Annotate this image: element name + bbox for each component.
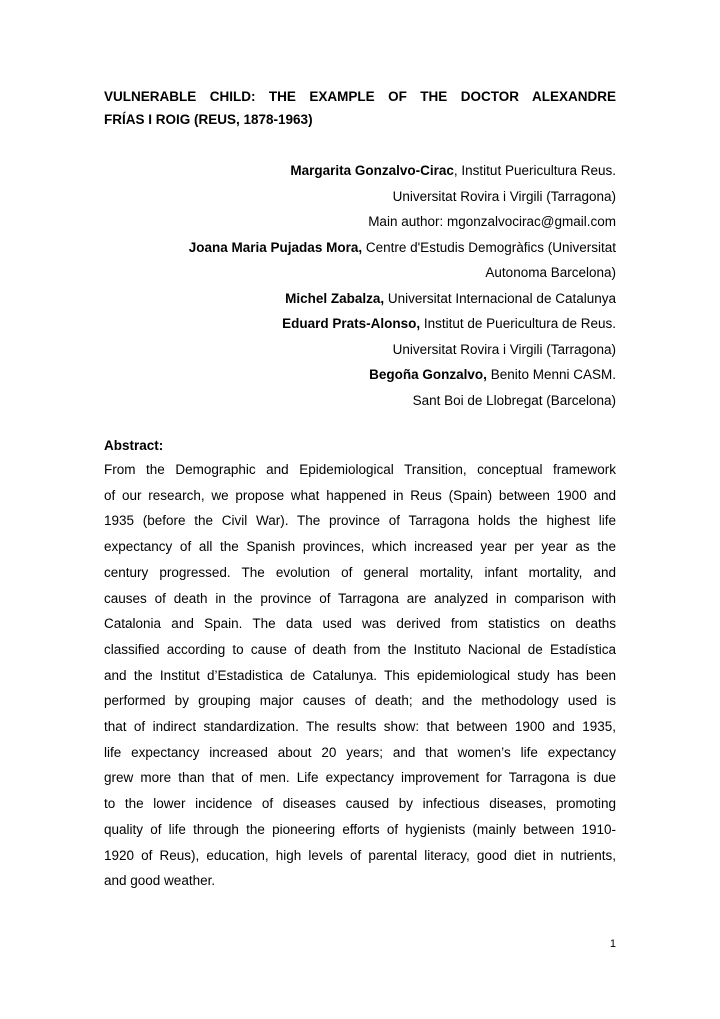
abstract-line: to the lower incidence of diseases caused by infectious diseases, promoting (104, 796, 616, 812)
abstract-heading: Abstract: (104, 438, 164, 453)
affiliation-line: Universitat Rovira i Virgili (Tarragona) (392, 188, 616, 204)
author-name: Michel Zabalza, (285, 290, 385, 306)
affiliation-line: Autonoma Barcelona) (485, 265, 616, 280)
abstract-line: 1920 of Reus), education, high levels of parental literacy, good diet in nutrients, (104, 847, 616, 863)
author-line (104, 311, 616, 337)
author-line (104, 362, 616, 388)
abstract-line: expectancy of all the Spanish provinces, which increased year per year as the (104, 539, 616, 555)
author-line (104, 286, 616, 312)
abstract-line: 1935 (before the Civil War). The province of Tarragona holds the highest life (104, 513, 616, 529)
title-line-2: FRÍAS I ROIG (REUS, 1878-1963) (104, 112, 313, 127)
abstract-line: From the Demographic and Epidemiological Transition, conceptual framework (104, 462, 616, 477)
author-affiliation: Benito Menni CASM. (486, 367, 616, 382)
author-name: Eduard Prats-Alonso, (282, 316, 421, 331)
abstract-line: performed by grouping major causes of death; and the methodology used is (104, 693, 616, 709)
abstract-line: classified according to cause of death from the Instituto Nacional de Estadística (104, 641, 616, 657)
abstract-line: and the Institut d’Estadistica de Catalunya. This epidemiological study has been (104, 667, 616, 683)
affiliation-line: Universitat Rovira i Virgili (Tarragona) (392, 341, 616, 357)
title-line-1: VULNERABLE CHILD: THE EXAMPLE OF THE DOCTOR ALEXANDRE (104, 89, 616, 104)
author-name: Margarita Gonzalvo-Cirac (290, 163, 454, 178)
abstract-line: grew more than that of men. Life expectancy improvement for Tarragona is due (104, 770, 616, 786)
author-affiliation: Universitat Internacional de Catalunya (384, 290, 616, 306)
abstract-line: that of indirect standardization. The results show: that between 1900 and 1935, (104, 719, 616, 735)
page-number: 1 (609, 938, 616, 950)
author-line (104, 235, 616, 261)
paper-title (104, 85, 616, 131)
abstract-line: of our research, we propose what happened in Reus (Spain) between 1900 and (104, 487, 616, 503)
abstract-line: and good weather. (104, 873, 216, 889)
affiliation-line: Sant Boi de Llobregat (Barcelona) (412, 392, 616, 408)
author-block (104, 158, 616, 413)
contact-email: Main author: mgonzalvocirac@gmail.com (368, 214, 616, 229)
author-name: Joana Maria Pujadas Mora, (188, 239, 363, 255)
author-affiliation: , Institut Puericultura Reus. (453, 163, 616, 178)
author-line (104, 158, 616, 184)
author-affiliation: Institut de Puericultura de Reus. (420, 316, 616, 331)
author-affiliation: Centre d'Estudis Demogràfics (Universitat (362, 239, 616, 255)
author-name: Begoña Gonzalvo, (369, 367, 487, 382)
abstract-line: life expectancy increased about 20 years; and that women’s life expectancy (104, 744, 616, 760)
abstract-body (104, 457, 616, 894)
abstract-line: quality of life through the pioneering efforts of hygienists (mainly between 1910- (104, 821, 616, 837)
abstract-line: Catalonia and Spain. The data used was derived from statistics on deaths (104, 616, 616, 632)
abstract-line: century progressed. The evolution of general mortality, infant mortality, and (104, 564, 616, 580)
abstract-line: causes of death in the province of Tarragona are analyzed in comparison with (104, 590, 616, 606)
